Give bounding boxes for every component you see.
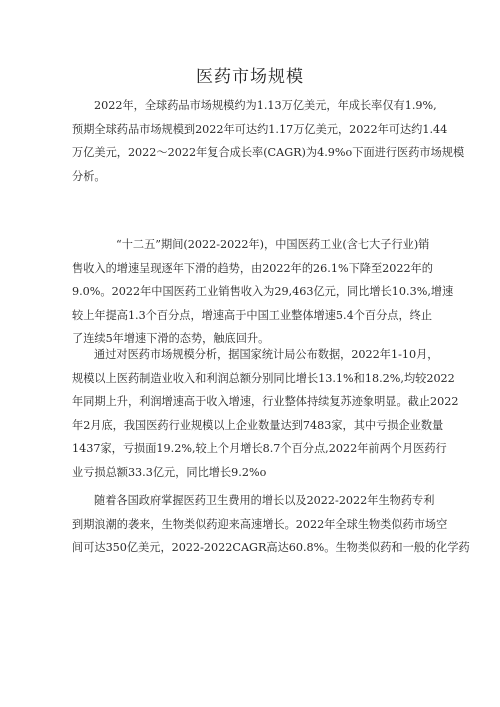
- paragraph-line: 2022年，全球药品市场规模约为1.13万亿美元，年成长率仅有1.9%,: [94, 99, 437, 112]
- paragraph-line: 较上年提高1.3个百分点，增速高于中国工业整体增速5.4个百分点，终止: [72, 308, 433, 322]
- paragraph-line: 分析。: [72, 169, 106, 183]
- paragraph-line: 间可达350亿美元，2022-2022CAGR高达60.8%。生物类似药和一般的化学药: [72, 541, 470, 554]
- paragraph-line: 了连续5年增速下滑的态势，触底回升。: [72, 332, 270, 345]
- paragraph-line: 9.0%。2022年中国医药工业销售收入为29,463亿元，同比增长10.3%,增速: [72, 285, 454, 298]
- paragraph-line: 业亏损总额33.3亿元，同比增长9.2%o: [72, 465, 267, 479]
- paragraph-line: 到期浪潮的袭来，生物类似药迎来高速增长。2022年全球生物类似药市场空: [72, 517, 448, 531]
- paragraph-4: [72, 489, 470, 560]
- paragraph-line: 年同期上升，利润增速高于收入增速，行业整体持续复苏迹象明显。截止2022: [72, 395, 459, 408]
- paragraph-line: 随着各国政府掌握医药卫生费用的增长以及2022-2022年生物药专利: [94, 494, 435, 507]
- paragraph-line: 预期全球药品市场规模到2022年可达约1.17万亿美元，2022年可达约1.44: [72, 122, 448, 136]
- paragraph-line: 年2月底，我国医药行业规模以上企业数量达到7483家，其中亏损企业数量: [72, 418, 444, 432]
- paragraph-line: 通过对医药市场规模分析，据国家统计局公布数据，2022年1-10月，: [94, 348, 439, 361]
- paragraph-2: [72, 233, 454, 351]
- paragraph-1: [72, 94, 465, 188]
- paragraph-line: 1437家，亏损面19.2%,较上个月增长8.7个百分点,2022年前两个月医药行: [72, 442, 447, 455]
- paragraph-line: “十二五”期间(2022-2022年)，中国医药工业(含七大子行业)销: [116, 238, 430, 251]
- paragraph-3: [72, 343, 459, 484]
- document-title: 医药市场规模: [196, 67, 304, 87]
- paragraph-line: 规模以上医药制造业收入和利润总额分别同比增长13.1%和18.2%,均较2022: [72, 371, 455, 385]
- paragraph-line: 售收入的增速呈现逐年下滑的趋势，由2022年的26.1%下降至2022年的: [72, 261, 433, 275]
- paragraph-line: 万亿美元，2022～2022年复合成长率(CAGR)为4.9%o下面进行医药市场规模: [72, 146, 465, 159]
